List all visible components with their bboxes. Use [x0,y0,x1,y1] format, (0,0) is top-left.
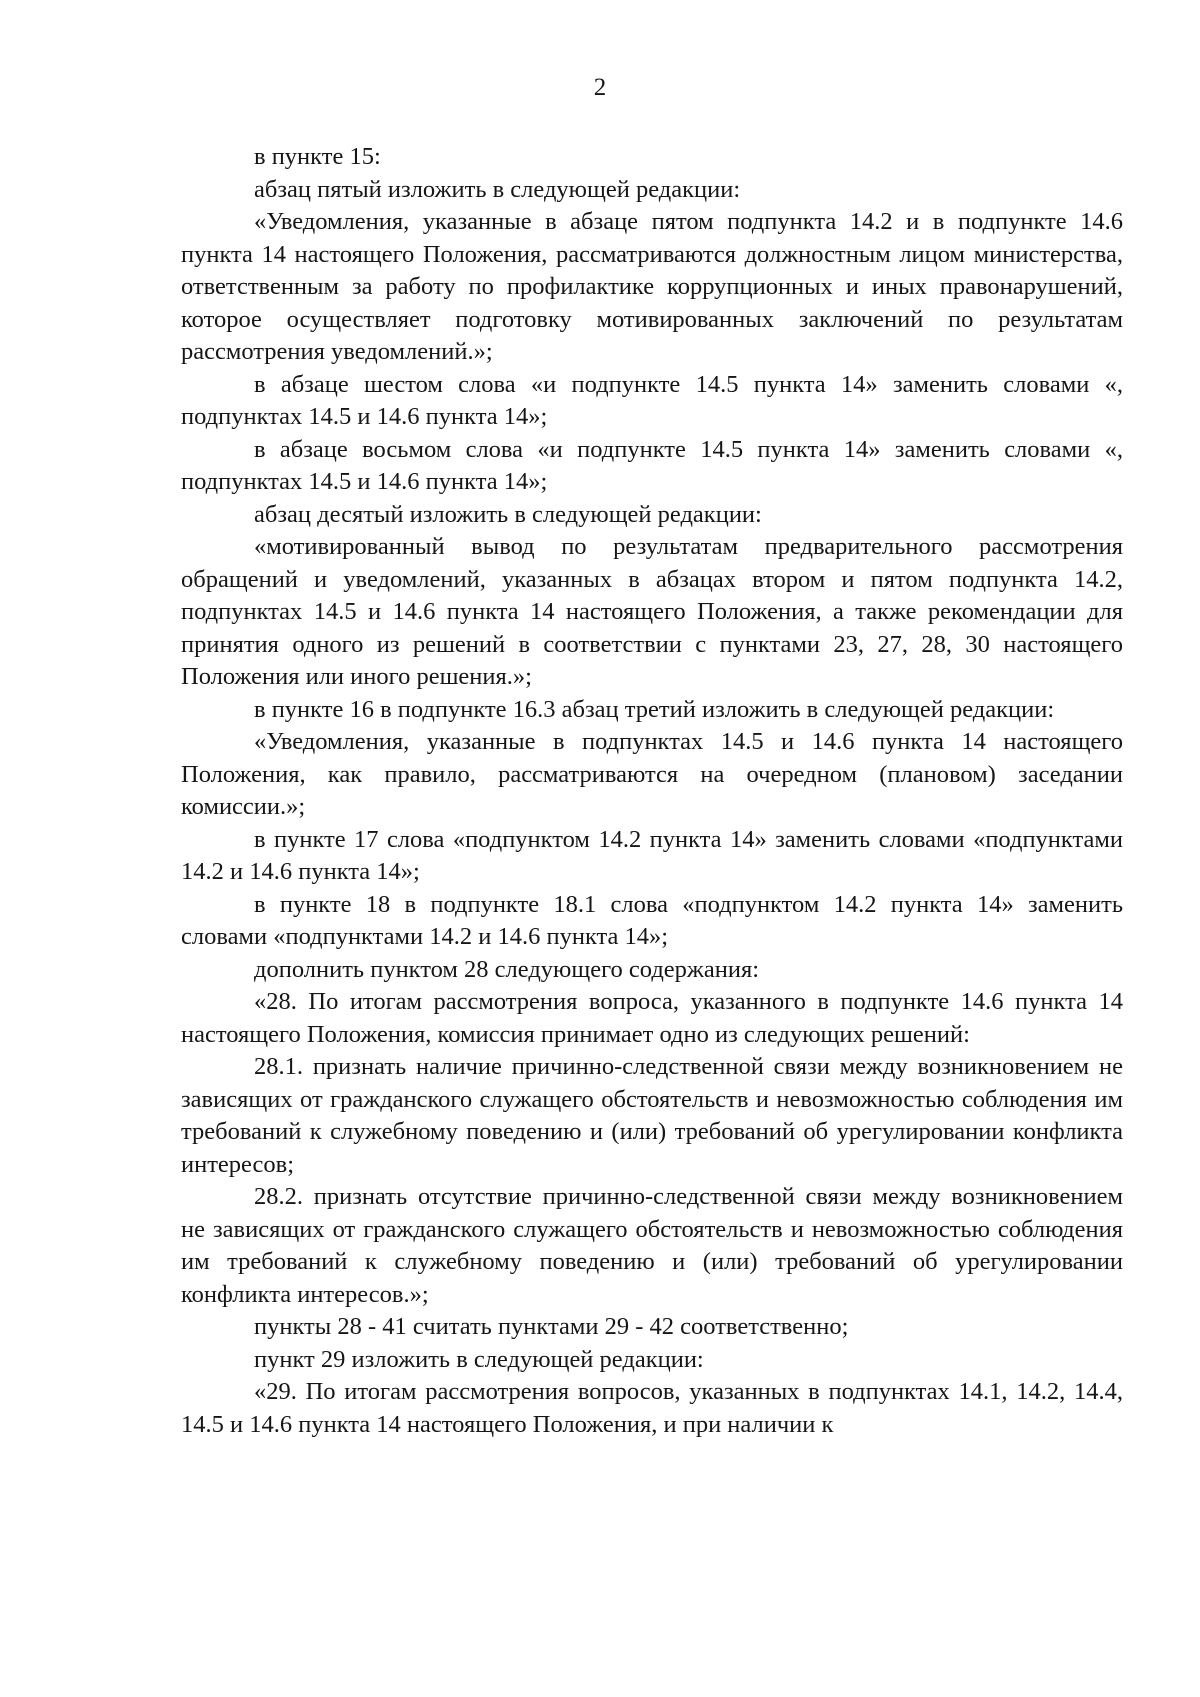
paragraph: «мотивированный вывод по результатам предварительного рассмотрения обращений и уведомлений, указанных в абзацах втором и пятом подпункта 14.2, подпунктах 14.5 и 14.6 пункта 14 настоящего Положения, а также рекомендации для принятия одного из решений в соответствии с пунктами 23, 27, 28, 30 настоящего Положения или иного решения.»; [181,533,1123,690]
paragraph: в пункте 15: [254,143,381,170]
document-body [181,141,1123,1441]
paragraph: в абзаце шестом слова «и подпункте 14.5 пункта 14» заменить словами «, подпунктах 14.5 и 14.6 пункта 14»; [181,370,1123,430]
paragraph: в пункте 18 в подпункте 18.1 слова «подпунктом 14.2 пункта 14» заменить словами «подпунктами 14.2 и 14.6 пункта 14»; [181,890,1123,950]
paragraph: пункт 29 изложить в следующей редакции: [254,1345,704,1373]
paragraph: в пункте 16 в подпункте 16.3 абзац третий изложить в следующей редакции: [254,695,1055,723]
paragraph: 28.1. признать наличие причинно-следственной связи между возникновением не зависящих от гражданского служащего обстоятельств и невозможностью соблюдения им требований к служебному поведению и (или) требований об урегулировании конфликта интересов; [181,1053,1123,1178]
paragraph: в абзаце восьмом слова «и подпункте 14.5 пункта 14» заменить словами «, подпунктах 14.5 и 14.6 пункта 14»; [181,435,1123,495]
paragraph: в пункте 17 слова «подпунктом 14.2 пункта 14» заменить словами «подпунктами 14.2 и 14.6 пункта 14»; [181,825,1123,885]
paragraph: пункты 28 - 41 считать пунктами 29 - 42 соответственно; [254,1313,849,1340]
paragraph: «Уведомления, указанные в абзаце пятом подпункта 14.2 и в подпункте 14.6 пункта 14 настоящего Положения, рассматриваются должностным лицом министерства, ответственным за работу по профилактике коррупционных и иных правонарушений, которое осуществляет подготовку мотивированных заключений по результатам рассмотрения уведомлений.»; [181,208,1123,365]
paragraph: абзац пятый изложить в следующей редакции: [254,175,741,203]
page-number: 2 [593,74,607,101]
paragraph: «28. По итогам рассмотрения вопроса, указанного в подпункте 14.6 пункта 14 настоящего Положения, комиссия принимает одно из следующих решений: [181,988,1123,1048]
paragraph: «Уведомления, указанные в подпунктах 14.5 и 14.6 пункта 14 настоящего Положения, как правило, рассматриваются на очередном (плановом) заседании комиссии.»; [181,728,1123,820]
paragraph: абзац десятый изложить в следующей редакции: [254,500,762,528]
paragraph: дополнить пунктом 28 следующего содержания: [254,955,760,983]
paragraph: 28.2. признать отсутствие причинно-следственной связи между возникновением не зависящих от гражданского служащего обстоятельств и невозможностью соблюдения им требований к служебному поведению и (или) требований об урегулировании конфликта интересов.»; [181,1183,1123,1308]
paragraph: «29. По итогам рассмотрения вопросов, указанных в подпунктах 14.1, 14.2, 14.4, 14.5 и 14.6 пункта 14 настоящего Положения, и при наличии к [181,1378,1123,1438]
